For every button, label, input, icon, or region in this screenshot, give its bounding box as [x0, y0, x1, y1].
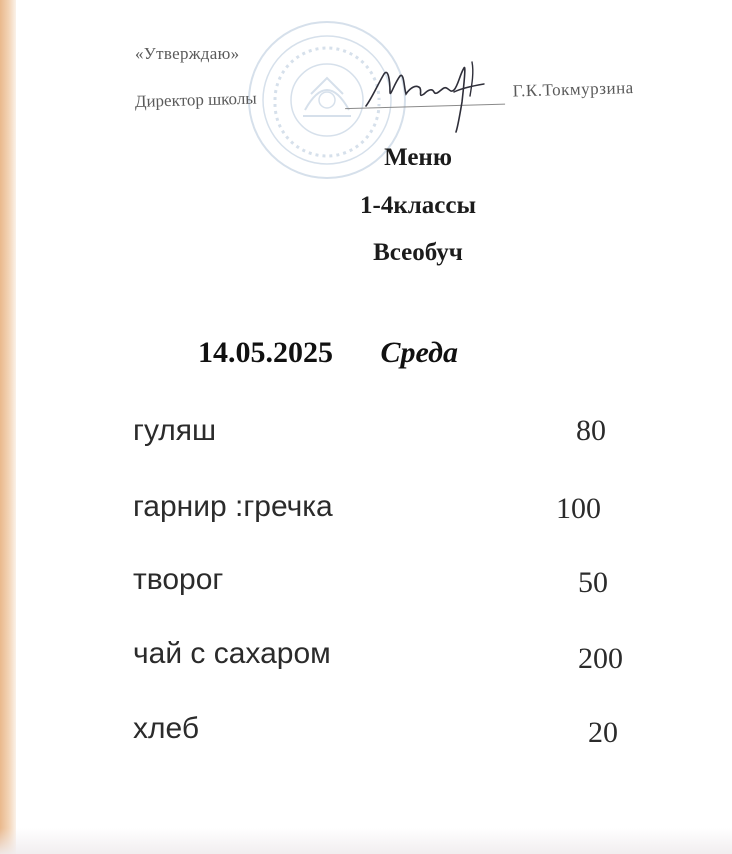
- menu-item-name: гуляш: [133, 414, 217, 447]
- director-label: Директор школы: [134, 88, 257, 111]
- menu-item-name: гарнир :гречка: [133, 490, 333, 523]
- program-name: Всеобуч: [373, 239, 463, 266]
- class-range: 1-4классы: [360, 192, 476, 219]
- menu-item-qty: 80: [576, 414, 606, 447]
- approval-heading: «Утверждаю»: [135, 44, 240, 63]
- handwritten-signature-icon: [360, 54, 500, 134]
- date-row: [198, 336, 458, 370]
- page-left-edge: [0, 0, 16, 854]
- menu-item-qty: 200: [578, 642, 623, 675]
- menu-item-qty: 100: [556, 492, 601, 525]
- menu-date: 14.05.2025: [198, 336, 333, 369]
- menu-item-name: творог: [133, 563, 224, 596]
- menu-weekday: Среда: [380, 336, 458, 369]
- director-name: Г.К.Токмурзина: [512, 78, 634, 101]
- menu-item-name: хлеб: [133, 712, 200, 745]
- menu-title: Меню: [384, 144, 452, 171]
- menu-item-qty: 50: [578, 566, 608, 599]
- menu-item-qty: 20: [588, 716, 618, 749]
- menu-item-name: чай с сахаром: [133, 637, 331, 670]
- page-bottom-shadow: [0, 828, 732, 854]
